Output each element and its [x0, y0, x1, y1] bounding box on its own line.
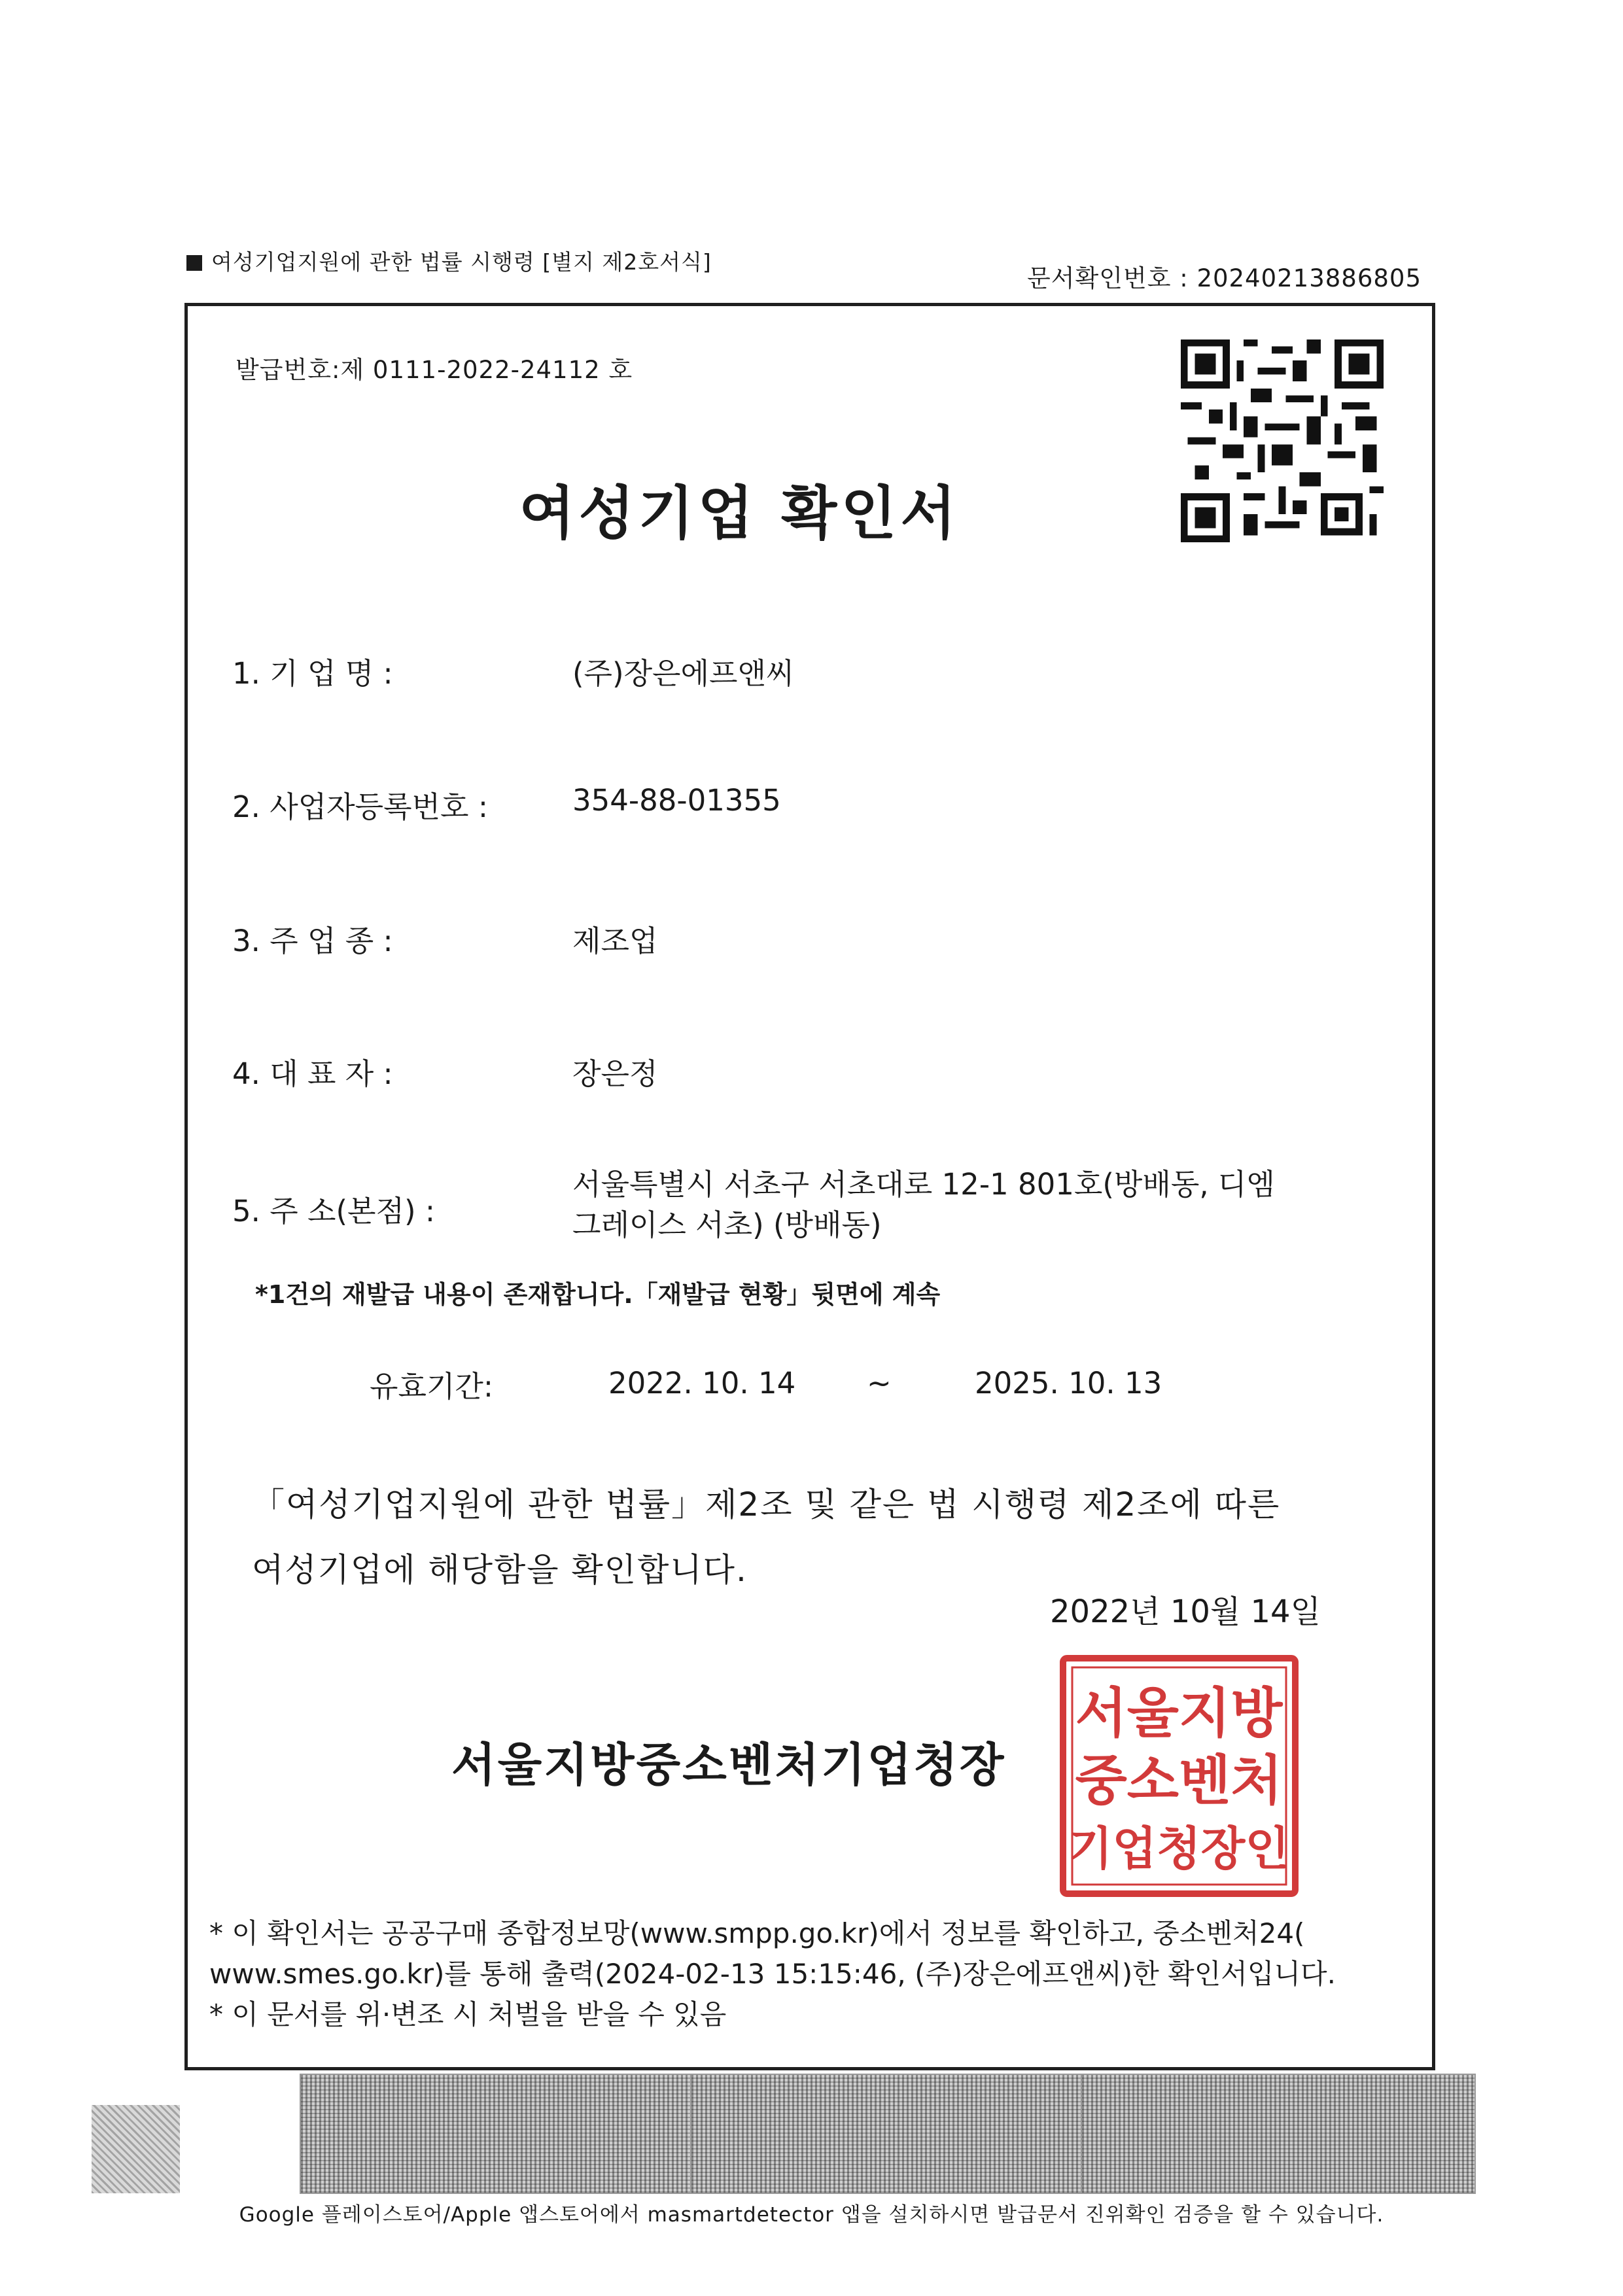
issuer-name: 서울지방중소벤처기업청장 — [451, 1738, 1006, 1792]
issue-date: 2022년 10월 14일 — [1050, 1593, 1321, 1630]
note-line-3: * 이 문서를 위·변조 시 처벌을 받을 수 있음 — [209, 1998, 727, 2030]
doc-check-number: 문서확인번호 : 20240213886805 — [1027, 264, 1422, 292]
square-bullet-icon — [186, 255, 202, 271]
field-label-industry: 3. 주 업 종 : — [232, 924, 393, 958]
seal-line-1: 서울지방 — [1075, 1682, 1283, 1745]
validity-separator: ~ — [867, 1366, 892, 1400]
form-reference — [186, 245, 712, 276]
validity-to: 2025. 10. 13 — [975, 1366, 1162, 1400]
statement-line-1: 「여성기업지원에 관한 법률」제2조 및 같은 법 시행령 제2조에 따른 — [252, 1486, 1281, 1523]
validity-from: 2022. 10. 14 — [608, 1366, 796, 1400]
statement-line-2: 여성기업에 해당함을 확인합니다. — [252, 1551, 748, 1589]
document-title — [0, 468, 1623, 550]
barcode-icon — [300, 2074, 695, 2194]
barcode-icon — [1081, 2074, 1476, 2194]
footer-note: Google 플레이스토어/Apple 앱스토어에서 masmartdetector 앱을 설치하시면 발급문서 진위확인 검증을 할 수 있습니다. — [239, 2203, 1384, 2227]
address-line-2: 그레이스 서초) (방배동) — [572, 1208, 882, 1242]
field-label-company-name: 1. 기 업 명 : — [232, 656, 393, 691]
issue-number: 발급번호:제 0111-2022-24112 호 — [236, 356, 633, 384]
field-value-industry: 제조업 — [572, 924, 658, 958]
validity-label: 유효기간: — [370, 1369, 494, 1404]
field-value-company-name: (주)장은에프앤씨 — [572, 656, 795, 691]
field-label-representative: 4. 대 표 자 : — [232, 1056, 393, 1091]
field-value-representative: 장은정 — [572, 1056, 658, 1091]
barcode-icon — [690, 2074, 1085, 2194]
note-line-2: www.smes.go.kr)를 통해 출력(2024-02-13 15:15:46, (주)장은에프앤씨)한 확인서입니다. — [209, 1958, 1336, 1990]
field-value-address — [572, 1164, 1275, 1245]
small-code-icon — [92, 2105, 180, 2193]
reissue-note: *1건의 재발급 내용이 존재합니다.「재발급 현황」뒷면에 계속 — [255, 1280, 941, 1309]
field-label-business-number: 2. 사업자등록번호 : — [232, 790, 488, 824]
field-value-business-number: 354-88-01355 — [572, 783, 781, 818]
notes — [209, 1913, 1400, 2035]
seal-line-2: 중소벤처 — [1075, 1750, 1283, 1812]
form-reference-text: 여성기업지원에 관한 법률 시행령 [별지 제2호서식] — [211, 249, 712, 275]
note-line-1: * 이 확인서는 공공구매 종합정보망(www.smpp.go.kr)에서 정보를 확인하고, 중소벤처24( — [209, 1917, 1305, 1949]
confirmation-statement — [252, 1472, 1338, 1603]
seal-line-3: 기업청장인 — [1068, 1822, 1290, 1875]
title-text: 여성기업 확인서 — [519, 479, 960, 547]
field-label-address: 5. 주 소(본점) : — [232, 1194, 436, 1228]
address-line-1: 서울특별시 서초구 서초대로 12-1 801호(방배동, 디엠 — [572, 1167, 1275, 1202]
seal-stamp-icon — [1056, 1652, 1302, 1900]
